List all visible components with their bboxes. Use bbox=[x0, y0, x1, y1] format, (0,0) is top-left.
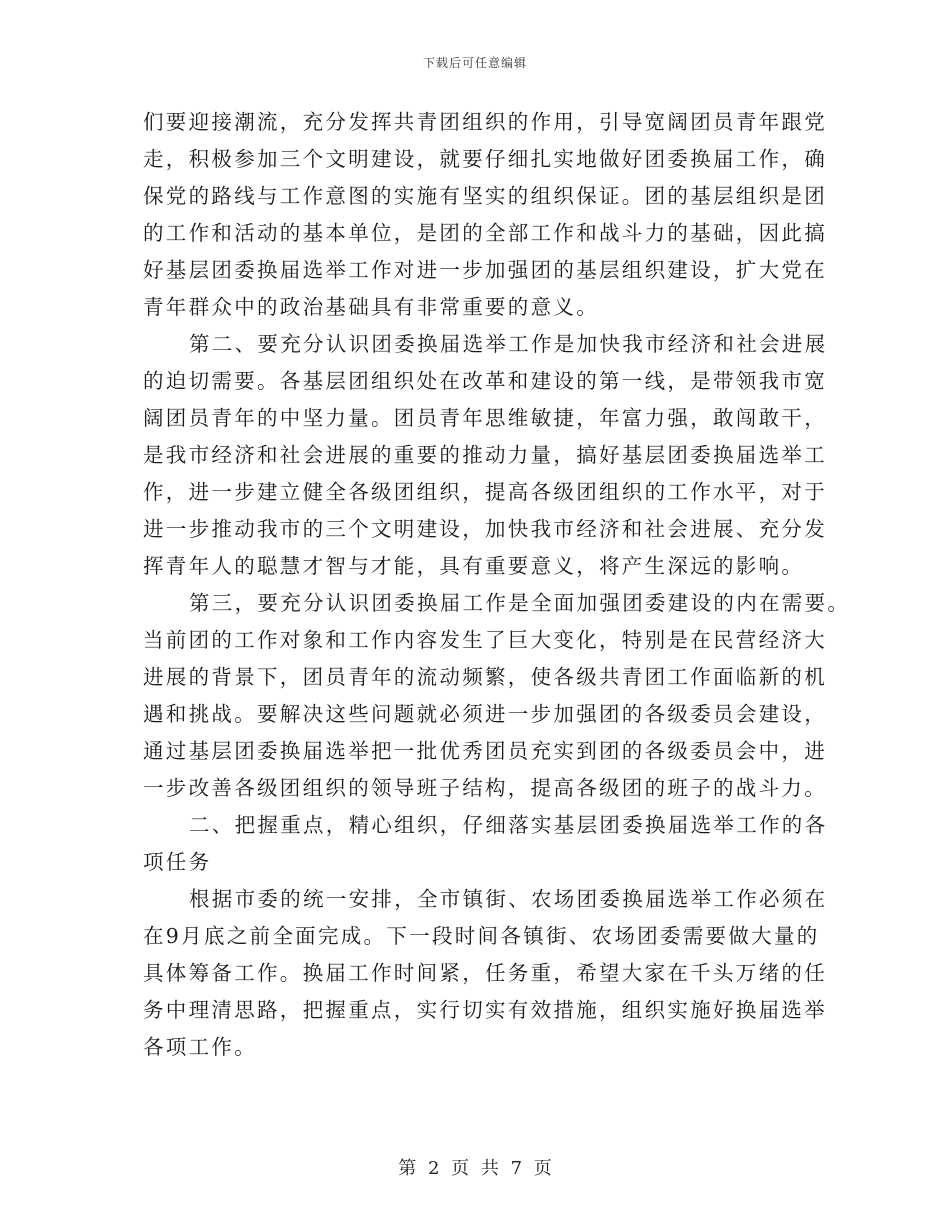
text-line: 在9月底之前全面完成。下一段时间各镇街、农场团委需要做大量的 bbox=[143, 924, 820, 948]
text-line: 一步改善各级团组织的领导班子结构，提高各级团的班子的战斗力。 bbox=[143, 776, 827, 800]
section-heading-continued: 项任务 bbox=[143, 850, 212, 874]
page-unit: 页 bbox=[451, 1158, 470, 1179]
text-line: 是我市经济和社会进展的重要的推动力量，搞好基层团委换届选举工 bbox=[143, 443, 827, 467]
paragraph-first-line: 第三，要充分认识团委换届工作是全面加强团委建设的内在需要。 bbox=[189, 591, 851, 615]
page-header: 下载后可任意编辑 bbox=[422, 56, 527, 70]
total-label: 共 bbox=[480, 1158, 499, 1179]
paragraph-first-line: 根据市委的统一安排，全市镇街、农场团委换届选举工作必须在 bbox=[189, 887, 828, 911]
text-line: 作，进一步建立健全各级团组织，提高各级团组织的工作水平，对于 bbox=[143, 480, 827, 504]
text-line: 好基层团委换届选举工作对进一步加强团的基层组织建设，扩大党在 bbox=[143, 258, 827, 282]
total-unit: 页 bbox=[533, 1158, 552, 1179]
text-line: 们要迎接潮流，充分发挥共青团组织的作用，引导宽阔团员青年跟党 bbox=[143, 110, 827, 134]
text-line: 青年群众中的政治基础具有非常重要的意义。 bbox=[143, 295, 599, 319]
page-number: 2 bbox=[427, 1158, 440, 1179]
section-heading: 二、把握重点，精心组织，仔细落实基层团委换届选举工作的各 bbox=[189, 813, 828, 837]
text-line: 的工作和活动的基本单位，是团的全部工作和战斗力的基础，因此搞 bbox=[143, 221, 827, 245]
page-label: 第 bbox=[398, 1158, 417, 1179]
text-line: 挥青年人的聪慧才智与才能，具有重要意义，将产生深远的影响。 bbox=[143, 554, 805, 578]
text-line: 进展的背景下，团员青年的流动频繁，使各级共青团工作面临新的机 bbox=[143, 665, 827, 689]
text-line: 走，积极参加三个文明建设，就要仔细扎实地做好团委换届工作，确 bbox=[143, 147, 827, 171]
text-line: 遇和挑战。要解决这些问题就必须进一步加强团的各级委员会建设， bbox=[143, 702, 827, 726]
text-line: 的迫切需要。各基层团组织处在改革和建设的第一线，是带领我市宽 bbox=[143, 369, 827, 393]
text-line: 务中理清思路，把握重点，实行切实有效措施，组织实施好换届选举 bbox=[143, 998, 827, 1022]
total-pages: 7 bbox=[510, 1158, 523, 1179]
text-line: 阔团员青年的中坚力量。团员青年思维敏捷，年富力强，敢闯敢干， bbox=[143, 406, 827, 430]
text-line: 具体筹备工作。换届工作时间紧，任务重，希望大家在千头万绪的任 bbox=[143, 961, 827, 985]
text-line: 保党的路线与工作意图的实施有坚实的组织保证。团的基层组织是团 bbox=[143, 184, 827, 208]
text-line: 各项工作。 bbox=[143, 1035, 257, 1059]
paragraph-first-line: 第二、要充分认识团委换届选举工作是加快我市经济和社会进展 bbox=[189, 332, 828, 356]
text-line: 进一步推动我市的三个文明建设，加快我市经济和社会进展、充分发 bbox=[143, 517, 827, 541]
text-line: 当前团的工作对象和工作内容发生了巨大变化，特别是在民营经济大 bbox=[143, 628, 827, 652]
text-line: 通过基层团委换届选举把一批优秀团员充实到团的各级委员会中，进 bbox=[143, 739, 827, 763]
page-footer bbox=[0, 1154, 950, 1180]
document-body bbox=[143, 104, 851, 1066]
